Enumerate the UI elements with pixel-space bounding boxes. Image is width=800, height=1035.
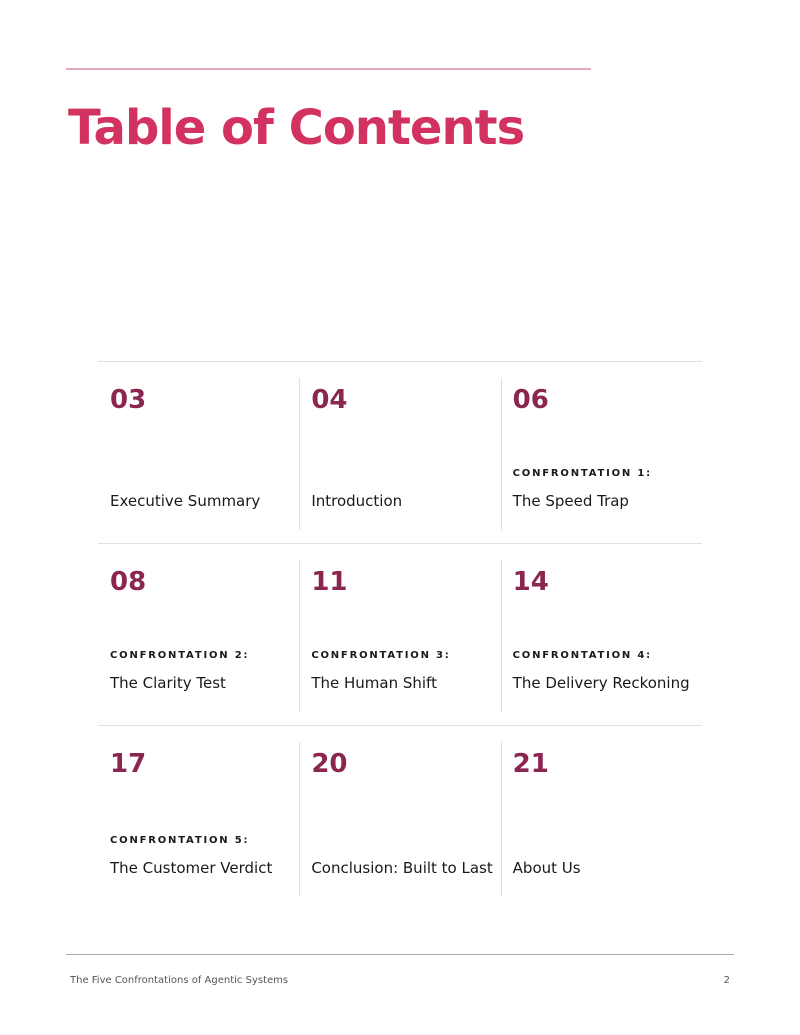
entry-text [513, 469, 696, 513]
entry-label: The Delivery Reckoning [512, 674, 690, 692]
entry-label: About Us [512, 859, 581, 877]
toc-entry-confrontation-3[interactable] [299, 544, 500, 725]
toc-grid [98, 361, 702, 896]
top-rule [66, 68, 591, 70]
page-number: 11 [311, 567, 348, 597]
entry-kicker: CONFRONTATION 3: [311, 650, 451, 661]
footer-doc-title: The Five Confrontations of Agentic Systems [70, 975, 289, 986]
entry-kicker: CONFRONTATION 1: [512, 468, 652, 479]
entry-text [513, 651, 696, 695]
entry-label: The Clarity Test [110, 674, 226, 692]
footer-rule [66, 954, 734, 955]
toc-entry-confrontation-5[interactable] [98, 726, 299, 896]
entry-label: The Human Shift [311, 674, 437, 692]
entry-kicker: CONFRONTATION 5: [110, 835, 250, 846]
page-title: Table of Contents [68, 100, 525, 156]
entry-label: Executive Summary [110, 492, 261, 510]
entry-text [513, 856, 696, 880]
entry-text [311, 651, 494, 695]
entry-kicker: CONFRONTATION 2: [110, 650, 250, 661]
page-number: 17 [110, 749, 147, 779]
entry-label: Conclusion: Built to Last [311, 859, 493, 877]
entry-text [311, 489, 494, 513]
entry-label: The Speed Trap [512, 492, 629, 510]
toc-entry-confrontation-4[interactable] [501, 544, 702, 725]
toc-entry-about-us[interactable] [501, 726, 702, 896]
entry-kicker: CONFRONTATION 4: [512, 650, 652, 661]
toc-row [98, 543, 702, 725]
entry-label: The Customer Verdict [110, 859, 273, 877]
footer-page-number: 2 [723, 975, 730, 986]
page-number: 14 [512, 567, 549, 597]
toc-entry-introduction[interactable] [299, 362, 500, 543]
page-number: 08 [110, 567, 147, 597]
page-number: 04 [311, 385, 348, 415]
toc-entry-conclusion[interactable] [299, 726, 500, 896]
entry-label: Introduction [311, 492, 403, 510]
entry-text [110, 489, 293, 513]
entry-text [110, 651, 293, 695]
page-number: 21 [512, 749, 549, 779]
toc-entry-confrontation-2[interactable] [98, 544, 299, 725]
entry-text [110, 836, 293, 880]
toc-entry-confrontation-1[interactable] [501, 362, 702, 543]
toc-row [98, 361, 702, 543]
page-number: 20 [311, 749, 348, 779]
page-number: 06 [512, 385, 549, 415]
entry-text [311, 856, 494, 880]
page-number: 03 [110, 385, 147, 415]
toc-entry-executive-summary[interactable] [98, 362, 299, 543]
toc-row [98, 725, 702, 896]
